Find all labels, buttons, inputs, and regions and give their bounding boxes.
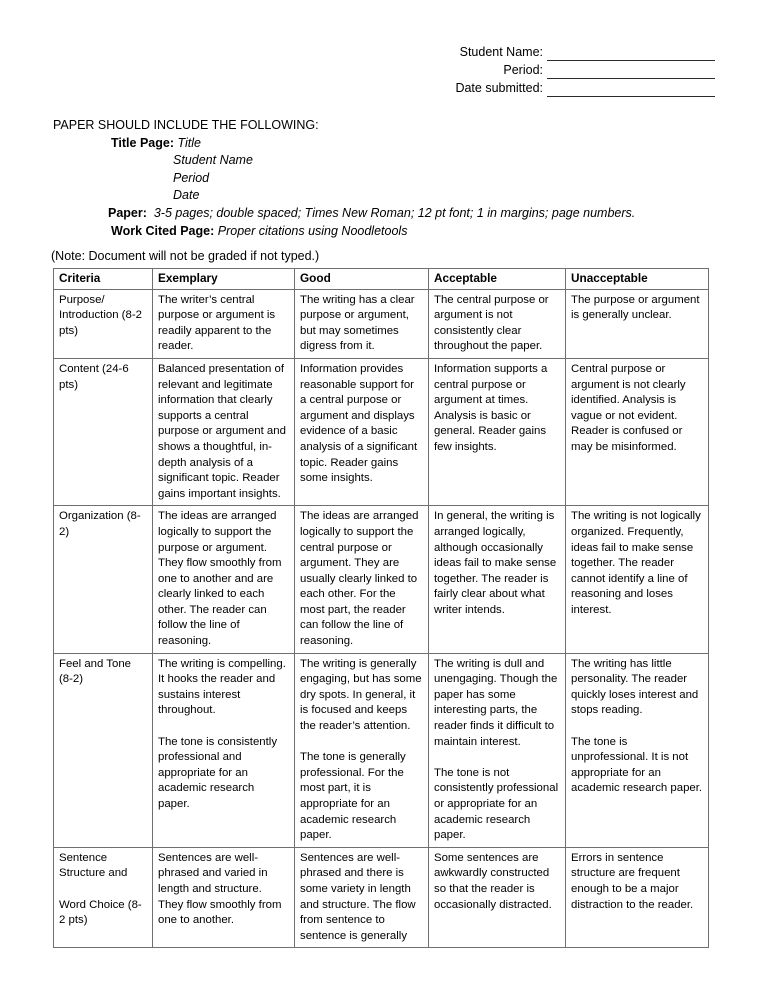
cell-sentence-structure-acceptable: Some sentences are awkwardly constructed so that the reader is occasionally distracted. [429, 847, 566, 948]
cell-paragraph: The writing has little personality. The reader quickly loses interest and stops reading. [571, 657, 699, 717]
student-name-field-row [430, 44, 715, 61]
table-header-row [54, 269, 709, 290]
column-header-unacceptable: Unacceptable [566, 269, 709, 290]
title-page-item-student-name: Student Name [173, 153, 253, 168]
title-page-item-line [53, 152, 713, 170]
student-name-label: Student Name: [459, 45, 543, 59]
cell-paragraph: The tone is unprofessional. It is not appropriate for an academic research paper. [571, 735, 703, 795]
student-identity-block [430, 44, 715, 98]
cell-paragraph: Sentence Structure and [59, 851, 128, 880]
cell-organization-good: The ideas are arranged logically to support the central purpose or argument. They are usually clearly linked to each other. For the most part, the reader can follow the line of reasoning. [295, 506, 429, 653]
column-header-good: Good [295, 269, 429, 290]
period-label: Period: [503, 63, 543, 77]
cell-feel-and-tone-unacceptable [566, 653, 709, 847]
work-cited-label: Work Cited Page: [111, 223, 215, 238]
cell-sentence-structure-unacceptable: Errors in sentence structure are frequent enough to be a major distraction to the reader. [566, 847, 709, 948]
table-row [54, 847, 709, 948]
criteria-cell-purpose: Purpose/ Introduction (8-2 pts) [54, 289, 153, 358]
cell-content-exemplary: Balanced presentation of relevant and legitimate information that clearly supports a central purpose or argument and shows a thoughtful, in-depth analysis of a significant topic. Reader gains important insights. [153, 358, 295, 505]
requirements-heading: PAPER SHOULD INCLUDE THE FOLLOWING: [53, 118, 319, 132]
cell-content-good: Information provides reasonable support for a central purpose or argument and displays evidence of a basic analysis of a significant topic. Reader gains some insights. [295, 358, 429, 505]
typed-document-note: (Note: Document will not be graded if not typed.) [51, 249, 320, 263]
cell-paragraph: The tone is consistently professional and appropriate for an academic research paper. [158, 735, 278, 810]
cell-purpose-exemplary: The writer’s central purpose or argument is readily apparent to the reader. [153, 289, 295, 358]
cell-purpose-good: The writing has a clear purpose or argument, but may sometimes digress from it. [295, 289, 429, 358]
table-row [54, 289, 709, 358]
cell-organization-exemplary: The ideas are arranged logically to support the purpose or argument. They flow smoothly from one to another and are clearly linked to each other. The reader can follow the line of reasoning. [153, 506, 295, 653]
column-header-acceptable: Acceptable [429, 269, 566, 290]
work-cited-value: Proper citations using Noodletools [217, 223, 408, 238]
title-page-label: Title Page: [111, 135, 174, 150]
cell-paragraph: The writing is compelling. It hooks the reader and sustains interest throughout. [158, 657, 286, 717]
column-header-criteria: Criteria [54, 269, 153, 290]
cell-sentence-structure-exemplary: Sentences are well-phrased and varied in length and structure. They flow smoothly from one to another. [153, 847, 295, 948]
paper-label: Paper: [108, 205, 147, 220]
criteria-cell-feel-and-tone: Feel and Tone (8-2) [54, 653, 153, 847]
table-row [54, 506, 709, 653]
work-cited-line [53, 223, 713, 241]
title-page-item-date: Date [173, 188, 200, 203]
cell-paragraph: The tone is generally professional. For the most part, it is appropriate for an academic research paper. [300, 751, 406, 842]
cell-organization-acceptable: In general, the writing is arranged logically, although occasionally ideas fail to make sense together. The reader is fairly clear about what writer intends. [429, 506, 566, 653]
cell-paragraph: The writing is dull and unengaging. Though the paper has some interesting parts, the reader finds it difficult to maintain interest. [434, 657, 558, 748]
criteria-cell-content: Content (24-6 pts) [54, 358, 153, 505]
cell-feel-and-tone-good [295, 653, 429, 847]
paper-spec-value: 3-5 pages; double spaced; Times New Roman; 12 pt font; 1 in margins; page numbers. [153, 205, 636, 220]
student-name-write-line[interactable] [547, 47, 715, 61]
period-write-line[interactable] [547, 65, 715, 79]
title-page-line [53, 135, 713, 153]
criteria-cell-organization: Organization (8-2) [54, 506, 153, 653]
cell-purpose-unacceptable: The purpose or argument is generally unclear. [566, 289, 709, 358]
cell-paragraph: Word Choice (8-2 pts) [59, 898, 142, 927]
period-field-row [430, 62, 715, 79]
cell-content-acceptable: Information supports a central purpose or argument at times. Analysis is basic or general. Reader gains few insights. [429, 358, 566, 505]
title-page-item-line [53, 170, 713, 188]
date-submitted-field-row [430, 80, 715, 97]
date-submitted-write-line[interactable] [547, 83, 715, 97]
title-page-item-line [53, 187, 713, 205]
cell-paragraph: The writing is generally engaging, but has some dry spots. In general, it is focused and keeps the reader’s attention. [300, 657, 422, 733]
cell-sentence-structure-good: Sentences are well-phrased and there is some variety in length and structure. The flow from sentence to sentence is generally [295, 847, 429, 948]
table-row [54, 358, 709, 505]
column-header-exemplary: Exemplary [153, 269, 295, 290]
cell-feel-and-tone-exemplary [153, 653, 295, 847]
grading-rubric-table [53, 268, 709, 948]
title-page-item-period: Period [173, 170, 210, 185]
paper-spec-line [53, 205, 713, 223]
cell-organization-unacceptable: The writing is not logically organized. Frequently, ideas fail to make sense together. The reader cannot identify a line of reasoning and loses interest. [566, 506, 709, 653]
cell-paragraph: The tone is not consistently professional or appropriate for an academic research paper. [434, 766, 559, 842]
title-page-item-title: Title [177, 135, 201, 150]
cell-purpose-acceptable: The central purpose or argument is not consistently clear throughout the paper. [429, 289, 566, 358]
date-submitted-label: Date submitted: [455, 81, 543, 95]
paper-requirements-block [53, 117, 713, 240]
cell-feel-and-tone-acceptable [429, 653, 566, 847]
cell-content-unacceptable: Central purpose or argument is not clearly identified. Analysis is vague or not evident. Reader is confused or may be misinformed. [566, 358, 709, 505]
criteria-cell-sentence-structure [54, 847, 153, 948]
table-row [54, 653, 709, 847]
